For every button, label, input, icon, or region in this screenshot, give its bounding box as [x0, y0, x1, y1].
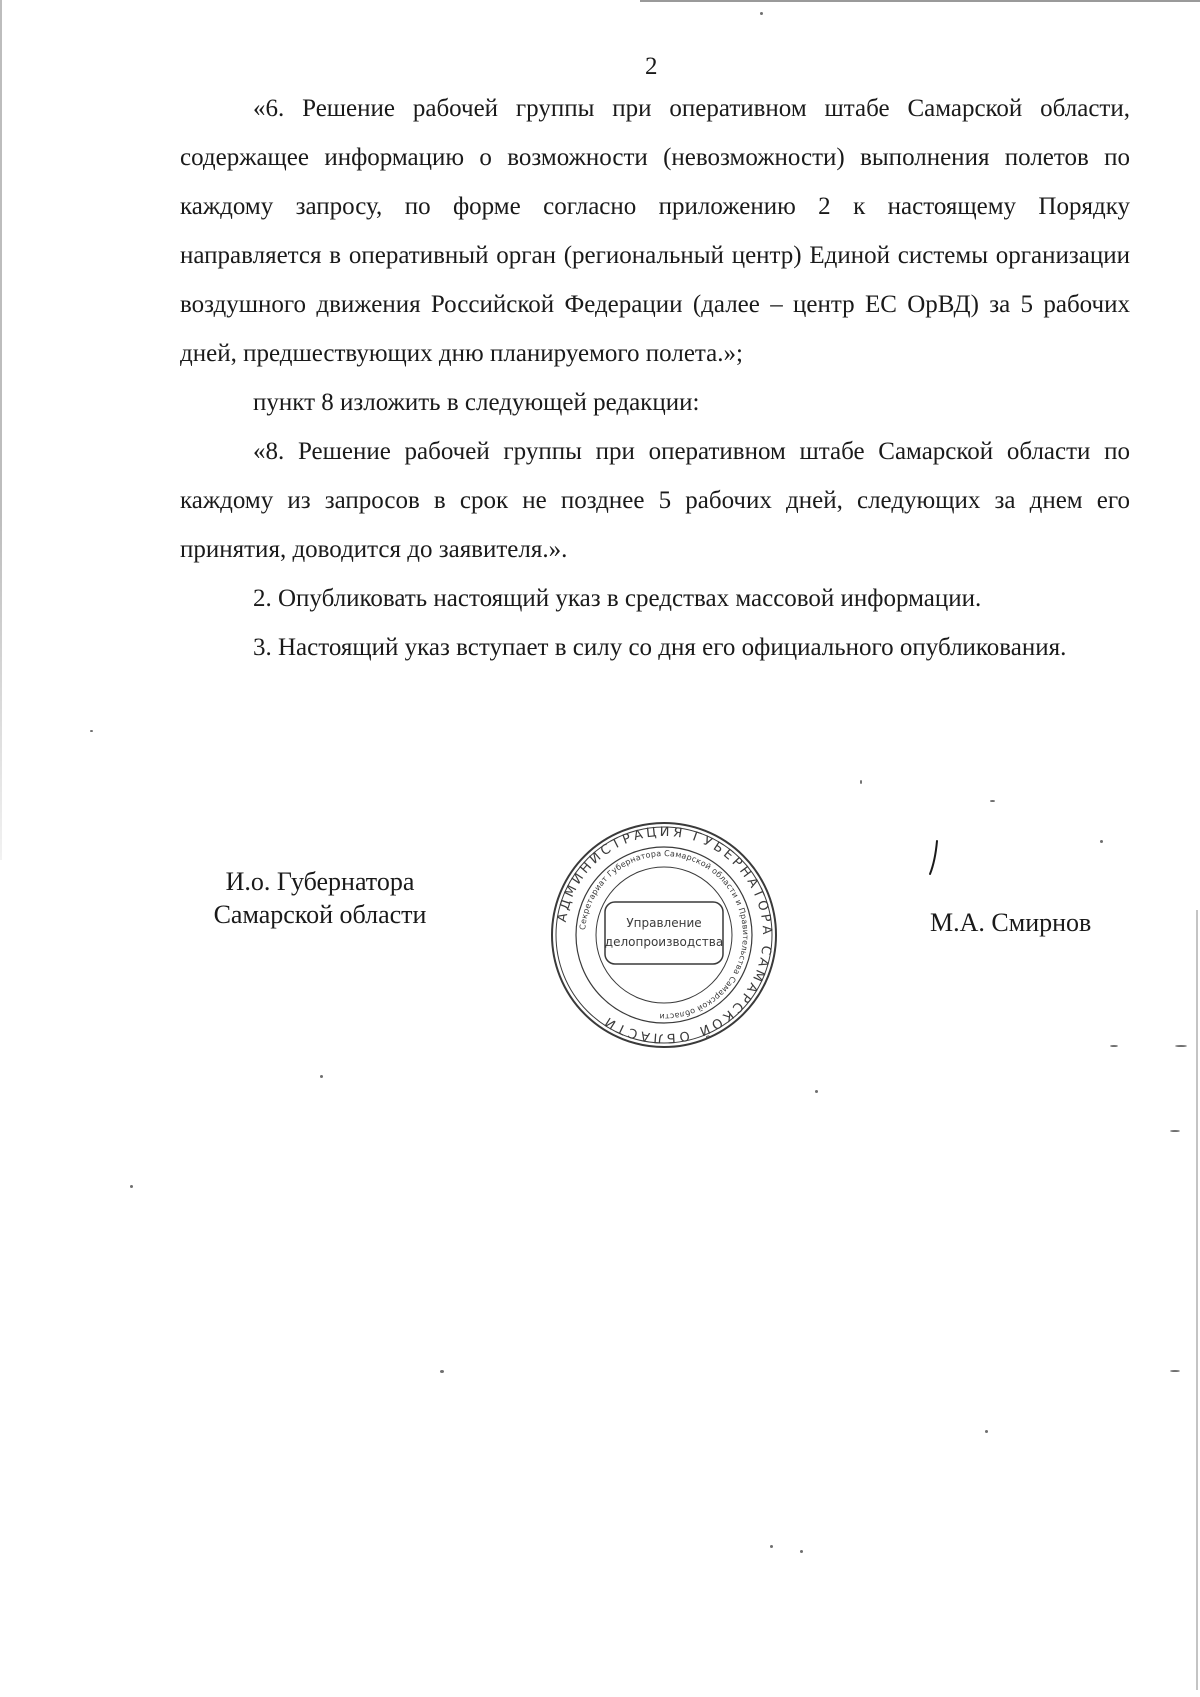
paragraph-effective: 3. Настоящий указ вступает в силу со дня его официального опубликования.	[253, 634, 1067, 661]
scan-speck	[440, 1370, 444, 1373]
paragraph-amend-point-8: пункт 8 изложить в следующей редакции:	[253, 389, 700, 416]
scan-speck	[1170, 1370, 1180, 1372]
scan-edge-right	[1196, 910, 1198, 1690]
paragraph-publish: 2. Опубликовать настоящий указ в средствах массовой информации.	[253, 585, 982, 612]
seal-inner-text: Секретариат Губернатора Самарской области и Правительства Самарской области	[578, 848, 751, 1022]
page-number: 2	[645, 53, 658, 80]
scan-speck	[1110, 1045, 1118, 1047]
scan-edge-left	[0, 0, 2, 860]
scan-speck	[1175, 1045, 1187, 1047]
signatory-position	[170, 865, 470, 931]
seal-outer-text: АДМИНИСТРАЦИЯ ГУБЕРНАТОРА САМАРСКОЙ ОБЛАСТИ	[554, 824, 775, 1046]
seal-stamp	[549, 820, 779, 1050]
handwritten-signature-mark	[925, 838, 945, 878]
scan-speck	[130, 1185, 133, 1188]
paragraph-item-6: «6. Решение рабочей группы при оперативном штабе Самарской области, содержащее информацию о возможности (невозможности) выполнения полетов по каждому запросу, по форме согласно приложению 2 к настоящему Порядку направляется в оперативный орган (региональный центр) Единой системы организации воздушного движения Российской Федерации (далее – центр ЕС ОрВД) за 5 рабочих дней, предшествующих дню планируемого полета.»;	[180, 95, 1130, 367]
scan-speck	[990, 800, 995, 802]
signatory-position-line: И.о. Губернатора	[225, 867, 415, 896]
scan-speck	[1170, 1130, 1180, 1132]
scan-speck	[800, 1550, 803, 1553]
scan-speck	[320, 1075, 323, 1078]
signatory-name: М.А. Смирнов	[930, 908, 1092, 937]
signatory-region-line: Самарской области	[213, 900, 427, 929]
scan-speck	[1100, 840, 1103, 843]
paragraph-item-8: «8. Решение рабочей группы при оперативном штабе Самарской области по каждому из запросов в срок не позднее 5 рабочих дней, следующих за днем его принятия, доводится до заявителя.».	[180, 438, 1130, 563]
scan-speck	[985, 1430, 988, 1433]
scan-speck	[860, 780, 862, 784]
scan-speck	[770, 1545, 773, 1548]
document-body	[180, 84, 1130, 672]
scan-speck	[90, 730, 93, 732]
scan-speck	[760, 12, 763, 15]
seal-center-line-1: Управление	[626, 916, 702, 930]
seal-center-line-2: делопроизводства	[604, 935, 724, 949]
scan-edge-top	[640, 0, 1200, 2]
scan-speck	[815, 1090, 818, 1093]
